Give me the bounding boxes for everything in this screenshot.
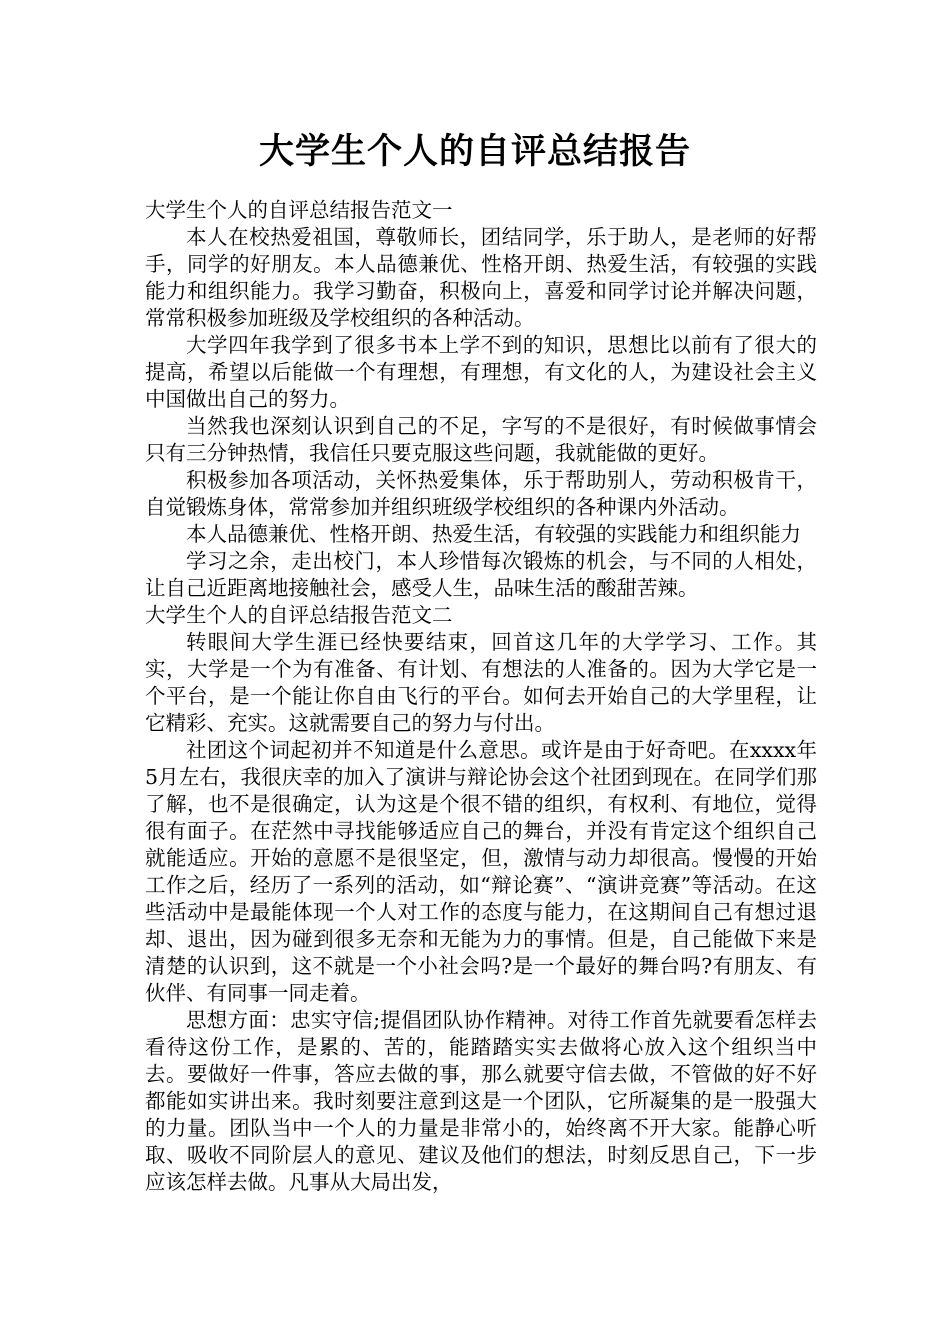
paragraph: 本人在校热爱祖国，尊敬师长，团结同学，乐于助人，是老师的好帮手，同学的好朋友。本人品德兼优、性格开朗、热爱生活，有较强的实践能力和组织能力。我学习勤奋，积极向上，喜爱和同学讨论并解决问题，常常积极参加班级及学校组织的各种活动。 — [145, 225, 817, 330]
paragraph: 当然我也深刻认识到自己的不足，字写的不是很好，有时候做事情会只有三分钟热情，我信任只要克服这些问题，我就能做的更好。 — [145, 414, 817, 465]
paragraph: 社团这个词起初并不知道是什么意思。或许是由于好奇吧。在xxxx年5月左右，我很庆幸的加入了演讲与辩论协会这个社团到现在。在同学们那了解，也不是很确定，认为这是个很不错的组织，有权利、有地位，觉得很有面子。在茫然中寻找能够适应自己的舞台，并没有肯定这个组织自己就能适应。开始的意愿不是很坚定，但，激情与动力却很高。慢慢的开始工作之后，经历了一系列的活动，如“辩论赛”、“演讲竞赛”等活动。在这些活动中是最能体现一个人对工作的态度与能力，在这期间自己有想过退却、退出，因为碰到很多无奈和无能为力的事情。但是，自己能做下来是清楚的认识到，这不就是一个小社会吗?是一个最好的舞台吗?有朋友、有伙伴、有同事一同走着。 — [145, 738, 817, 1005]
paragraph: 大学四年我学到了很多书本上学不到的知识，思想比以前有了很大的提高，希望以后能做一个有理想，有理想，有文化的人，为建设社会主义中国做出自己的努力。 — [145, 333, 817, 411]
document-title: 大学生个人的自评总结报告 — [258, 132, 691, 172]
paragraph: 转眼间大学生涯已经快要结束，回首这几年的大学学习、工作。其实，大学是一个为有准备、有计划、有想法的人准备的。因为大学它是一个平台，是一个能让你自由飞行的平台。如何去开始自己的大学里程，让它精彩、充实。这就需要自己的努力与付出。 — [145, 630, 817, 735]
paragraph: 积极参加各项活动，关怀热爱集体，乐于帮助别人，劳动积极肯干，自觉锻炼身体，常常参加并组织班级学校组织的各种课内外活动。 — [145, 468, 817, 519]
paragraph: 本人品德兼优、性格开朗、热爱生活，有较强的实践能力和组织能力 — [186, 522, 801, 546]
paragraph: 学习之余，走出校门，本人珍惜每次锻炼的机会，与不同的人相处，让自己近距离地接触社会，感受人生，品味生活的酸甜苦辣。 — [145, 549, 817, 600]
document-body — [145, 197, 817, 1196]
section-heading: 大学生个人的自评总结报告范文一 — [145, 198, 453, 222]
paragraph: 思想方面：忠实守信;提倡团队协作精神。对待工作首先就要看怎样去看待这份工作，是累的、苦的，能踏踏实实去做将心放入这个组织当中去。要做好一件事，答应去做的事，那么就要守信去做，不管做的好不好都能如实讲出来。我时刻要注意到这是一个团队，它所凝集的是一股强大的力量。团队当中一个人的力量是非常小的，始终离不开大家。能静心听取、吸收不同阶层人的意见、建议及他们的想法，时刻反思自己，下一步应该怎样去做。凡事从大局出发， — [145, 1008, 817, 1194]
section-heading: 大学生个人的自评总结报告范文二 — [145, 603, 453, 627]
